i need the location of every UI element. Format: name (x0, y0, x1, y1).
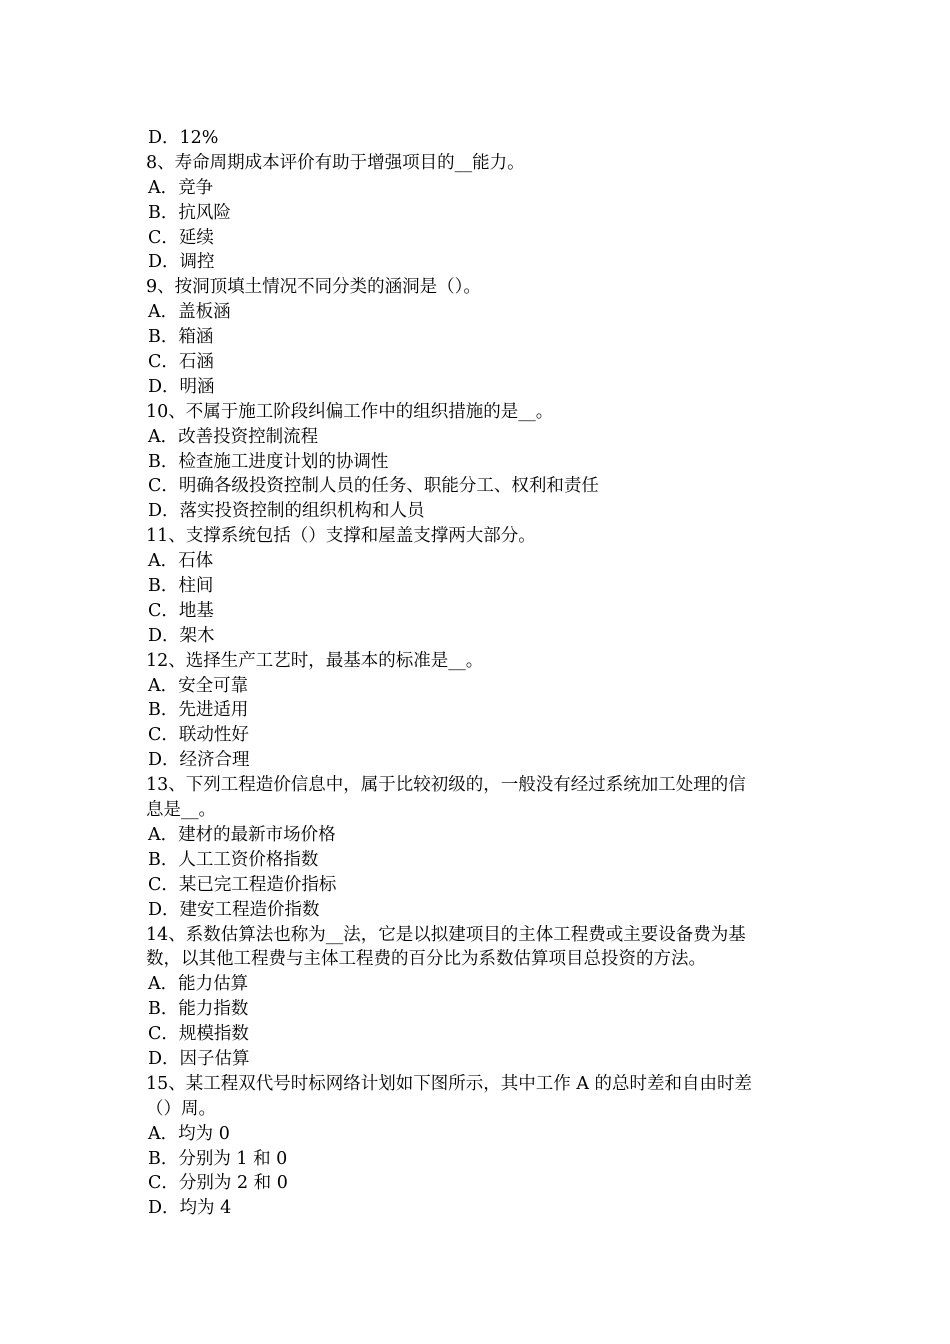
answer-option: A．均为 0 (148, 1123, 230, 1144)
answer-option: B．人工工资价格指数 (148, 849, 319, 870)
answer-option: C．地基 (148, 600, 214, 621)
answer-option: B．分别为 1 和 0 (148, 1148, 288, 1169)
question-text: 息是__。 (146, 800, 216, 821)
answer-option: D．落实投资控制的组织机构和人员 (148, 501, 425, 522)
answer-option: C．某已完工程造价指标 (148, 874, 337, 895)
question-text: 8、寿命周期成本评价有助于增强项目的__能力。 (146, 152, 525, 173)
answer-option: D．经济合理 (148, 750, 250, 771)
answer-option: C．石涵 (148, 352, 214, 373)
answer-option: A．建材的最新市场价格 (148, 824, 336, 845)
answer-option: B．柱间 (148, 576, 214, 597)
question-text: （）周。 (146, 1098, 216, 1119)
answer-option: D．12% (148, 128, 219, 148)
answer-option: B．抗风险 (148, 202, 231, 223)
question-text: 14、系数估算法也称为__法，它是以拟建项目的主体工程费或主要设备费为基 (146, 924, 746, 945)
question-text: 数，以其他工程费与主体工程费的百分比为系数估算项目总投资的方法。 (146, 949, 706, 970)
answer-option: D．建安工程造价指数 (148, 899, 320, 920)
question-text: 11、支撑系统包括（）支撑和屋盖支撑两大部分。 (146, 526, 536, 547)
answer-option: D．因子估算 (148, 1048, 250, 1069)
answer-option: C．规模指数 (148, 1024, 249, 1045)
answer-option: B．检查施工进度计划的协调性 (148, 451, 389, 472)
answer-option: C．延续 (148, 227, 214, 248)
answer-option: A．能力估算 (148, 974, 249, 995)
answer-option: A．石体 (148, 551, 214, 572)
question-text: 15、某工程双代号时标网络计划如下图所示，其中工作 A 的总时差和自由时差 (146, 1073, 753, 1094)
answer-option: A．安全可靠 (148, 675, 249, 696)
question-text: 9、按洞顶填土情况不同分类的涵洞是（）。 (146, 277, 481, 298)
answer-option: A．盖板涵 (148, 302, 231, 323)
question-text: 10、不属于施工阶段纠偏工作中的组织措施的是__。 (146, 401, 554, 422)
question-text: 12、选择生产工艺时，最基本的标准是__。 (146, 650, 484, 671)
answer-option: D．架木 (148, 625, 215, 646)
answer-option: D．明涵 (148, 376, 215, 397)
answer-option: C．分别为 2 和 0 (148, 1173, 288, 1194)
answer-option: B．先进适用 (148, 700, 249, 721)
answer-option: B．能力指数 (148, 999, 249, 1020)
answer-option: B．箱涵 (148, 327, 214, 348)
answer-option: D．调控 (148, 252, 215, 273)
answer-option: A．竞争 (148, 177, 214, 198)
answer-option: A．改善投资控制流程 (148, 426, 319, 447)
question-text: 13、下列工程造价信息中，属于比较初级的，一般没有经过系统加工处理的信 (146, 775, 746, 796)
question-list (146, 126, 810, 1221)
answer-option: C．联动性好 (148, 725, 249, 746)
answer-option: C．明确各级投资控制人员的任务、职能分工、权利和责任 (148, 476, 599, 497)
answer-option: D．均为 4 (148, 1198, 232, 1219)
